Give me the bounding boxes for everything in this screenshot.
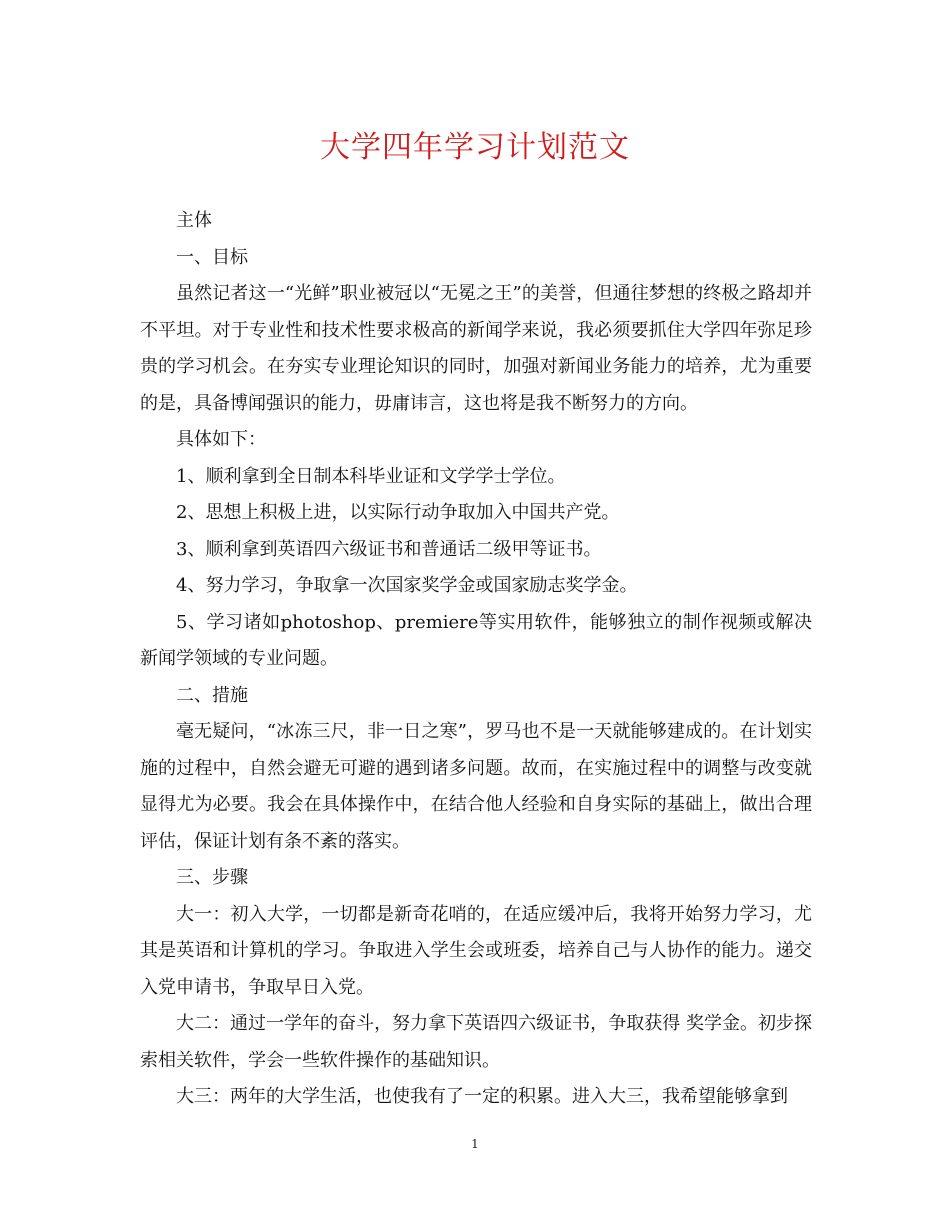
goals-list-intro: 具体如下： (176, 429, 266, 450)
document-title: 大学四年学习计划范文 (320, 130, 630, 165)
goal-item-3: 3、顺利拿到英语四六级证书和普通话二级甲等证书。 (176, 538, 602, 560)
goal-item-1: 1、顺利拿到全日制本科毕业证和文学学士学位。 (176, 465, 566, 487)
section-heading-main: 主体 (176, 210, 212, 231)
section-heading-measures: 二、措施 (176, 684, 248, 706)
step-year-2: 大二：通过一学年的奋斗，努力拿下英语四六级证书，争取获得 奖学金。初步探索相关软件，学会一些软件操作的基础知识。 (140, 1013, 812, 1071)
page-number: 1 (471, 1137, 479, 1151)
goals-intro-paragraph: 虽然记者这一“光鲜”职业被冠以“无冕之王”的美誉，但通往梦想的终极之路却并不平坦。对于专业性和技术性要求极高的新闻学来说，我必须要抓住大学四年弥足珍贵的学习机会。在夯实专业理论知识的同时，加强对新闻业务能力的培养，尤为重要的是，具备博闻强识的能力，毋庸讳言，这也将是我不断努力的方向。 (140, 283, 812, 414)
goal-item-4: 4、努力学习，争取拿一次国家奖学金或国家励志奖学金。 (176, 575, 638, 596)
section-heading-goals: 一、目标 (176, 246, 248, 268)
step-year-3: 大三：两年的大学生活，也使我有了一定的积累。进入大三，我希望能够拿到 (176, 1086, 788, 1107)
step-year-1: 大一：初入大学，一切都是新奇花哨的，在适应缓冲后，我将开始努力学习，尤其是英语和计算机的学习。争取进入学生会或班委，培养自己与人协作的能力。递交入党申请书，争取早日入党。 (140, 903, 812, 998)
document-body (140, 203, 812, 1116)
goal-item-5: 5、学习诸如photoshop、premiere等实用软件，能够独立的制作视频或解决新闻学领域的专业问题。 (140, 611, 812, 669)
measures-paragraph: 毫无疑问，“冰冻三尺，非一日之寒”，罗马也不是一天就能够建成的。在计划实施的过程中，自然会避无可避的遇到诸多问题。故而，在实施过程中的调整与改变就显得尤为必要。我会在具体操作中，在结合他人经验和自身实际的基础上，做出合理评估，保证计划有条不紊的落实。 (140, 721, 812, 852)
section-heading-steps: 三、步骤 (176, 867, 248, 888)
goal-item-2: 2、思想上积极上进，以实际行动争取加入中国共产党。 (176, 502, 620, 523)
